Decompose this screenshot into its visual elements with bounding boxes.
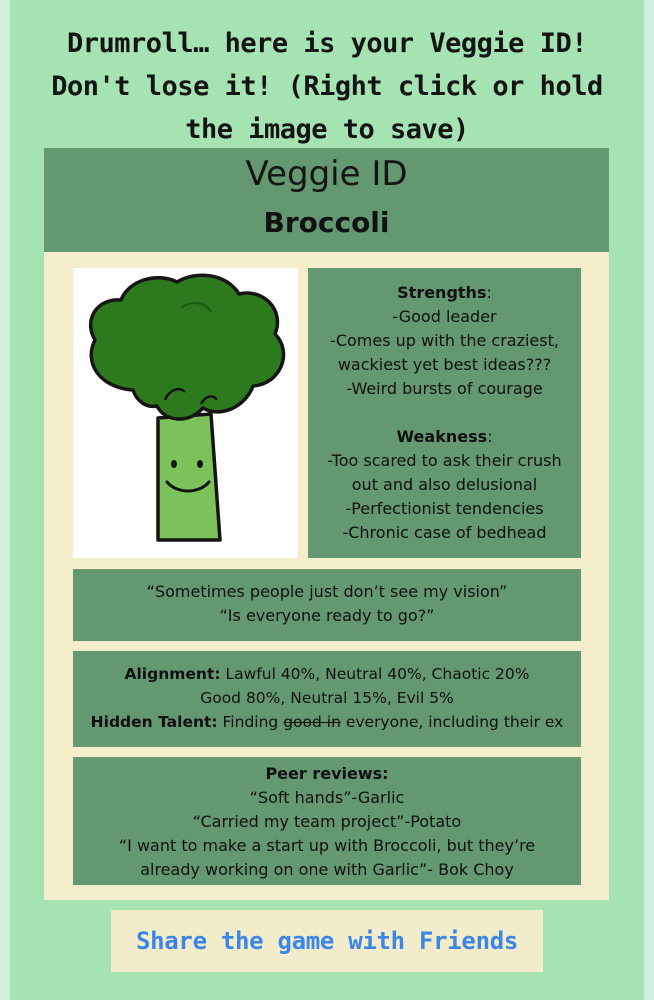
strength-item: wackiest yet best ideas??? [337,355,552,374]
peer-review: “Soft hands”-Garlic [249,788,405,807]
header-line: Don't lose it! (Right click or hold [51,71,603,102]
card-title-band [44,148,609,252]
strength-item: -Comes up with the craziest, [330,331,559,350]
peer-review: “I want to make a start up with Broccoli, but they’re [118,836,536,855]
hidden-talent-before: Finding [217,713,284,731]
alignment-panel [73,651,581,747]
peer-reviews-label: Peer reviews: [265,764,389,783]
card-title: Veggie ID [245,154,408,194]
quote: “Is everyone ready to go?” [219,606,435,625]
side-strip-left [0,0,10,1000]
quotes-panel [73,569,581,641]
result-header [40,22,614,151]
broccoli-illustration[interactable] [73,268,298,558]
alignment-values-2: Good 80%, Neutral 15%, Evil 5% [200,689,454,707]
alignment-label: Alignment: [124,665,221,683]
strengths-label: Strengths [397,283,487,302]
peer-review: “Carried my team project”-Potato [192,812,462,831]
weakness-label: Weakness [396,427,488,446]
weakness-item: out and also delusional [351,475,538,494]
header-line: the image to save) [185,114,469,145]
hidden-talent-struck: good in [283,713,341,731]
weakness-heading [308,425,581,449]
hidden-talent-line [73,710,581,734]
peer-review: already working on one with Garlic”- Bok Choy [140,860,514,879]
peer-reviews-panel [73,757,581,885]
strength-item: -Good leader [392,307,497,326]
alignment-values: Lawful 40%, Neutral 40%, Chaotic 20% [220,665,530,683]
veggie-name: Broccoli [263,206,390,239]
strength-item: -Weird bursts of courage [346,379,543,398]
weakness-item: -Too scared to ask their crush [327,451,562,470]
traits-panel [308,268,581,558]
veggie-id-card[interactable] [44,148,609,900]
strengths-colon: : [486,283,492,302]
side-strip-right [644,0,654,1000]
alignment-line [73,662,581,686]
hidden-talent-label: Hidden Talent: [90,713,218,731]
weakness-item: -Perfectionist tendencies [345,499,544,518]
weakness-colon: : [487,427,493,446]
hidden-talent-after: everyone, including their ex [340,713,564,731]
quote: “Sometimes people just don’t see my vision” [146,582,508,601]
share-game-button[interactable]: Share the game with Friends [111,910,543,972]
header-line: Drumroll… here is your Veggie ID! [67,28,587,59]
strengths-heading [308,281,581,305]
weakness-item: -Chronic case of bedhead [342,523,547,542]
broccoli-icon [73,268,298,558]
